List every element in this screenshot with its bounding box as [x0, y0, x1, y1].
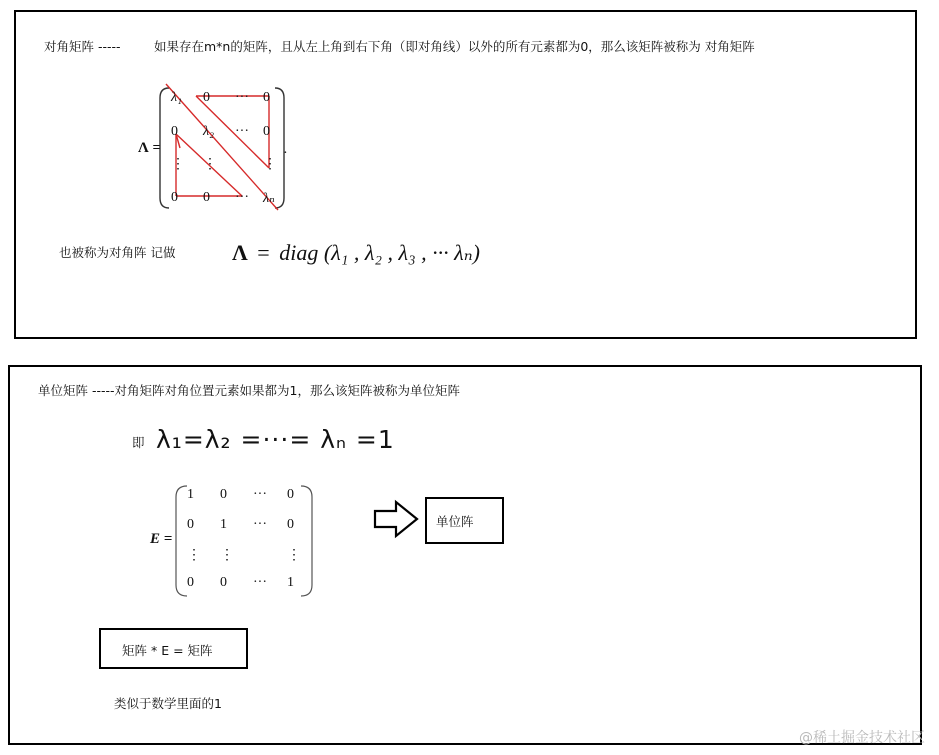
handwritten-equation: λ₁=λ₂ =···= λₙ =1	[156, 425, 395, 454]
watermark: @稀土掘金技术社区	[799, 730, 925, 746]
lambda-matrix-cell: λ₁	[171, 90, 182, 105]
lambda-matrix-period: .	[284, 142, 288, 157]
lambda-matrix-cell: λ₂	[203, 124, 214, 139]
e-matrix-cell: ···	[253, 517, 267, 532]
e-matrix-cell: 1	[187, 487, 194, 502]
e-matrix-lhs: E =	[150, 531, 173, 547]
lambda-matrix-cell: λₙ	[263, 191, 275, 206]
alias-label: 也被称为对角阵 记做	[59, 245, 176, 260]
lambda-matrix-cell: ···	[235, 190, 249, 205]
lambda-matrix-cell: ···	[235, 90, 249, 105]
diag-formula	[232, 240, 480, 266]
e-matrix-cell: 1	[220, 517, 227, 532]
diagonal-matrix-term: 对角矩阵 -----	[44, 39, 121, 54]
lambda-matrix-cell: 0	[203, 190, 210, 205]
diag-formula-args: (λ₁ , λ₂ , λ₃ , ··· λₙ)	[323, 240, 480, 265]
e-matrix-cell: ⋮	[220, 548, 234, 563]
identity-matrix-term: 单位矩阵 -----对角矩阵对角位置元素如果都为1，那么该矩阵被称为单位矩阵	[38, 383, 460, 398]
identity-label-box	[425, 497, 504, 544]
e-matrix-cell: ···	[253, 575, 267, 590]
diagonal-matrix-definition: 如果存在m*n的矩阵，且从左上角到右下角（即对角线）以外的所有元素都为0，那么该矩阵被称为 对角矩阵	[154, 39, 755, 54]
e-matrix-cell: 0	[287, 517, 294, 532]
e-matrix-cell: 0	[287, 487, 294, 502]
identity-matrix-panel	[8, 365, 922, 745]
e-matrix-cell: ⋮	[287, 548, 301, 563]
diag-formula-func: diag	[279, 240, 319, 265]
e-matrix-cell: ⋮	[187, 548, 201, 563]
lambda-matrix-cell: ⋮	[263, 157, 277, 172]
lambda-matrix-cell: 0	[171, 190, 178, 205]
lambda-matrix-lhs: Λ =	[138, 140, 162, 156]
e-matrix-cell: 0	[220, 487, 227, 502]
lambda-matrix-cell: ⋮	[171, 157, 185, 172]
lambda-matrix-figure	[16, 12, 919, 341]
matrix-product-label: 矩阵 * E = 矩阵	[122, 643, 213, 658]
diagonal-matrix-panel	[14, 10, 917, 339]
e-matrix-cell: ···	[253, 487, 267, 502]
lambda-matrix-cell: ···	[235, 124, 249, 139]
lambda-matrix-cell: 0	[263, 124, 270, 139]
diag-formula-eq: =	[257, 240, 270, 265]
identity-label: 单位阵	[436, 514, 474, 529]
e-matrix-figure	[10, 367, 924, 747]
lambda-matrix-cell: ⋮	[203, 157, 217, 172]
arrow-right-icon	[375, 502, 417, 536]
e-matrix-cell: 0	[187, 517, 194, 532]
ji-label: 即	[132, 435, 145, 450]
analogy-text: 类似于数学里面的1	[114, 696, 222, 711]
lambda-matrix-cell: 0	[203, 90, 210, 105]
matrix-product-box	[99, 628, 248, 669]
e-matrix-cell: 0	[187, 575, 194, 590]
lambda-matrix-cell: 0	[171, 124, 178, 139]
e-matrix-cell: 0	[220, 575, 227, 590]
lambda-matrix-cell: 0	[263, 90, 270, 105]
e-matrix-cell: 1	[287, 575, 294, 590]
diag-formula-lhs: Λ	[232, 240, 248, 265]
